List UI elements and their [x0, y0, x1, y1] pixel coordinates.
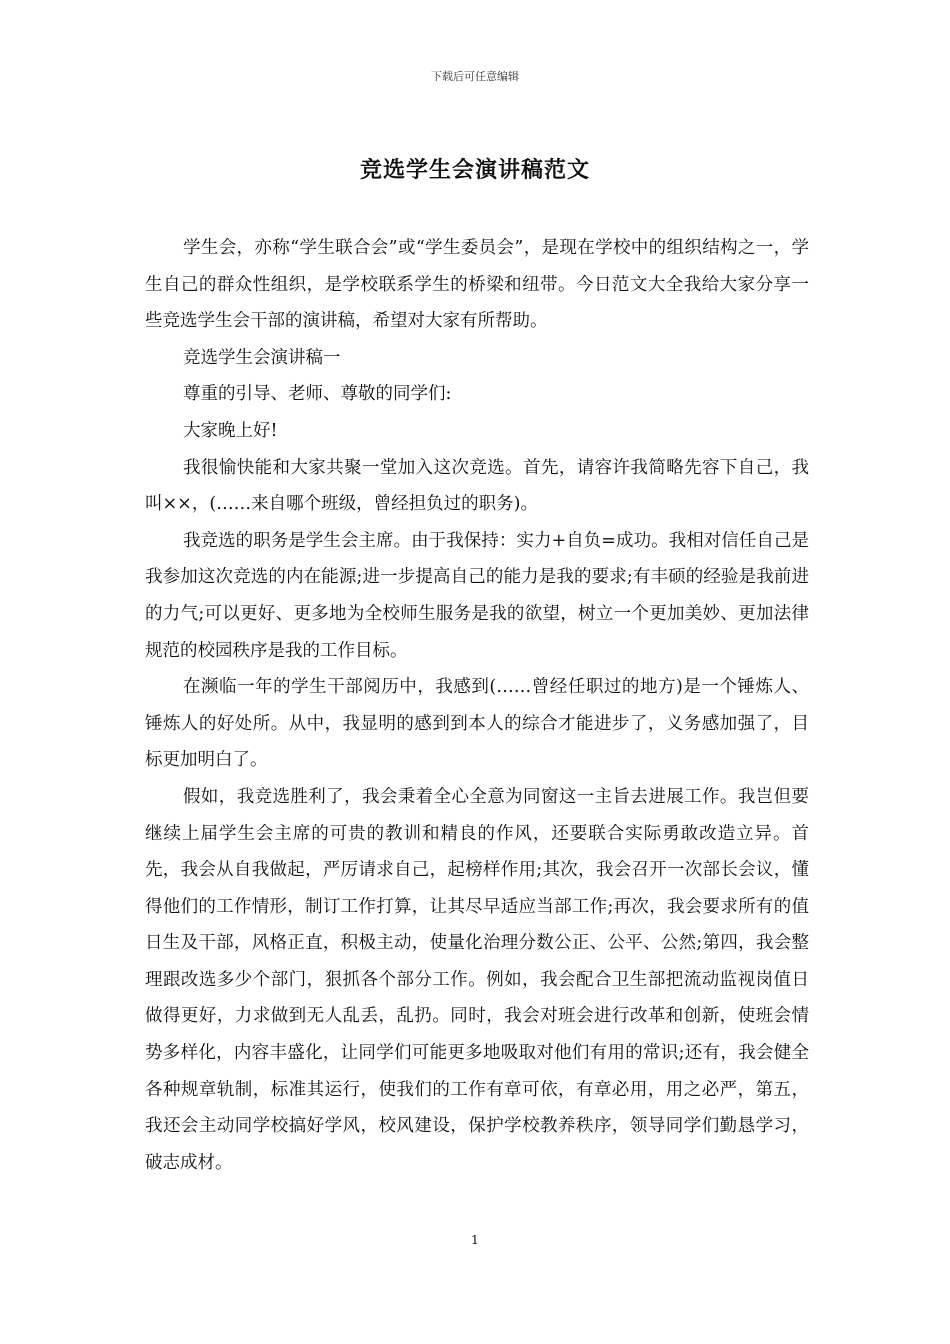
body-paragraph: 我竞选的职务是学生会主席。由于我保持：实力+自负=成功。我相对信任自己是我参加这次竞选的内在能源;进一步提高自己的能力是我的要求;有丰硕的经验是我前进的力气;可以更好、更多地为全校师生服务是我的欲望，树立一个更加美妙、更加法律规范的校园秩序是我的工作目标。	[145, 530, 809, 661]
section-heading: 竞选学生会演讲稿一	[183, 347, 341, 368]
body-paragraph: 在濒临一年的学生干部阅历中，我感到(……曾经任职过的地方)是一个锤炼人、锤炼人的好处所。从中，我显明的感到到本人的综合才能进步了，义务感加强了，目标更加明白了。	[145, 677, 809, 771]
page-number: 1	[471, 1233, 479, 1247]
greeting: 大家晚上好!	[183, 420, 278, 441]
body-paragraph: 假如，我竞选胜利了，我会秉着全心全意为同窗这一主旨去进展工作。我岂但要继续上届学生会主席的可贵的教训和精良的作风，还要联合实际勇敢改造立异。首先，我会从自我做起，严厉请求自己，起榜样作用;其次，我会召开一次部长会议，懂得他们的工作情形，制订工作打算，让其尽早适应当部工作;再次，我会要求所有的值日生及干部，风格正直，积极主动，使量化治理分数公正、公平、公然;第四，我会整理跟改选多少个部门，狠抓各个部分工作。例如，我会配合卫生部把流动监视岗值日做得更好，力求做到无人乱丢，乱扔。同时，我会对班会进行改革和创新，使班会情势多样化，内容丰盛化，让同学们可能更多地吸取对他们有用的常识;还有，我会健全各种规章轨制，标准其运行，使我们的工作有章可依，有章必用，用之必严，第五，我还会主动同学校搞好学风，校风建设，保护学校教养秩序，领导同学们勤恳学习，破志成材。	[145, 786, 809, 1173]
header-note: 下载后可任意编辑	[431, 70, 519, 83]
intro-paragraph: 学生会，亦称“学生联合会”或“学生委员会”，是现在学校中的组织结构之一，学生自己的群众性组织，是学校联系学生的桥梁和纽带。今日范文大全我给大家分享一些竞选学生会干部的演讲稿，希望对大家有所帮助。	[145, 238, 809, 332]
body-paragraph: 我很愉快能和大家共聚一堂加入这次竞选。首先，请容许我简略先容下自己，我叫××，(……来自哪个班级，曾经担负过的职务)。	[145, 457, 809, 515]
document-title: 竞选学生会演讲稿范文	[359, 158, 590, 183]
document-body	[145, 230, 809, 1181]
salutation: 尊重的引导、老师、尊敬的同学们:	[183, 384, 452, 405]
